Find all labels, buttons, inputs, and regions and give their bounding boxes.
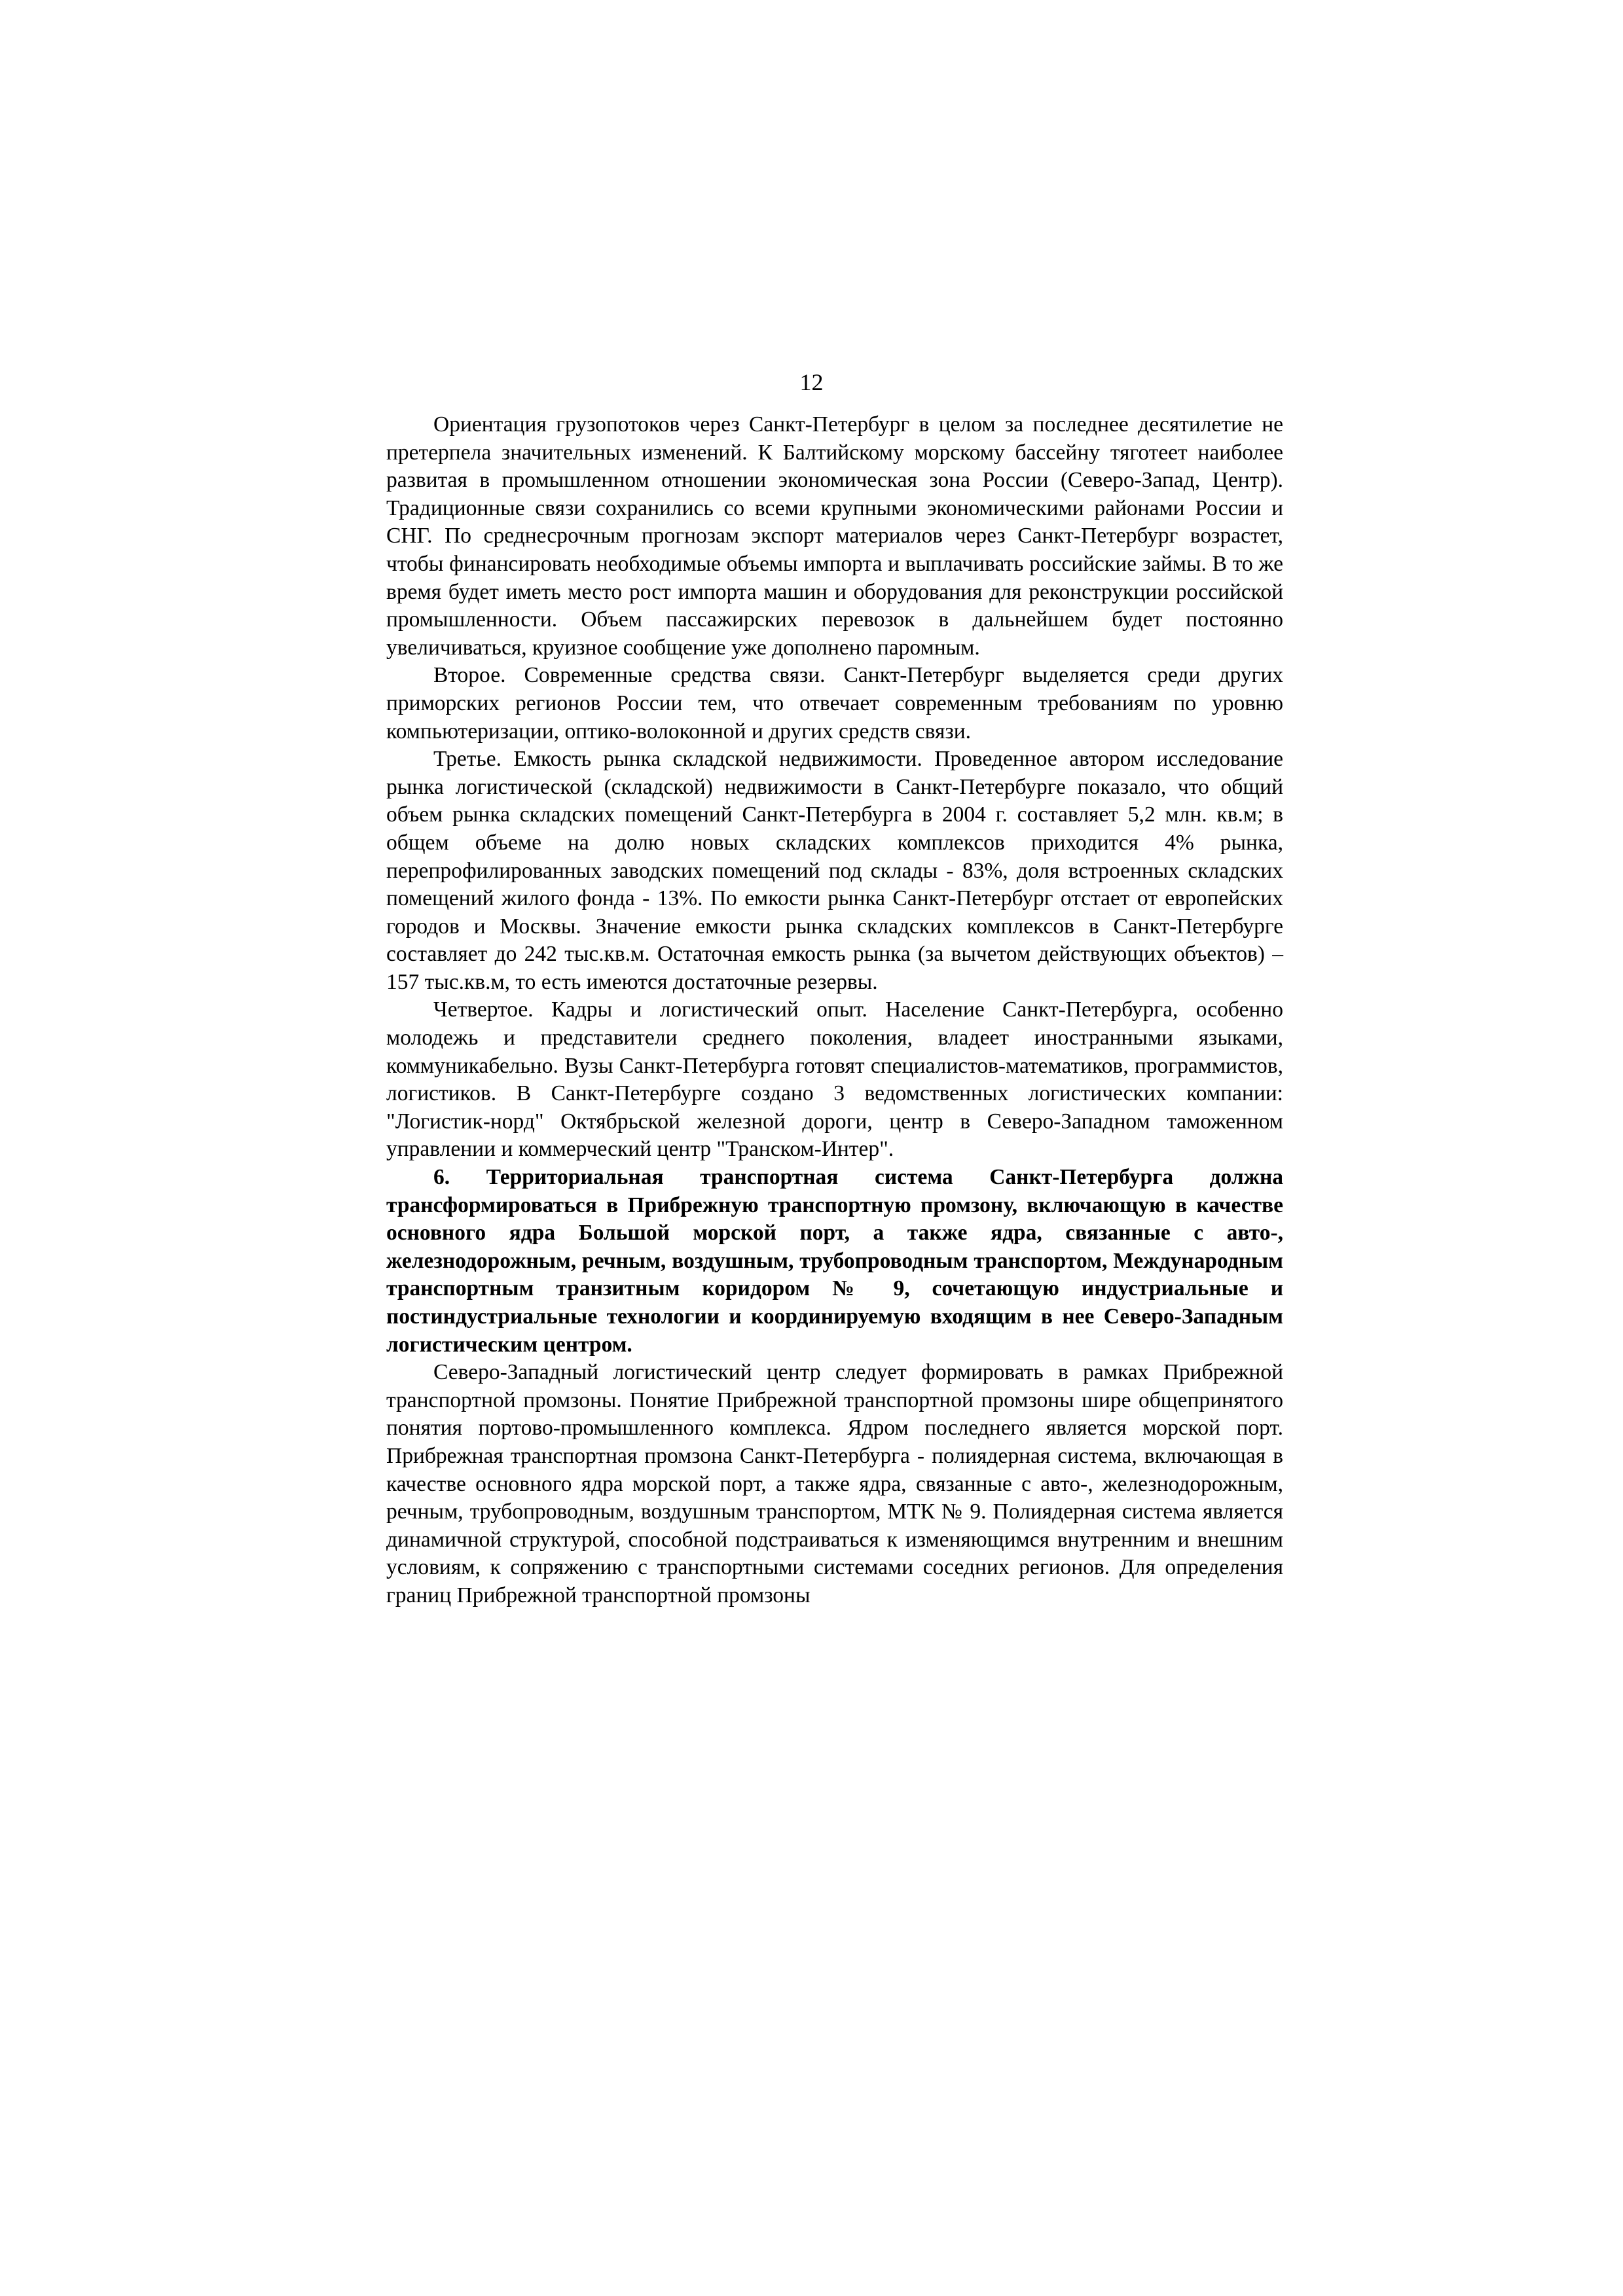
paragraph-communications: Второе. Современные средства связи. Санкт-Петербург выделяется среди других приморских регионов России тем, что отвечает современным требованиям по уровню компьютеризации, оптико-волоконной и других средств связи. — [386, 663, 1283, 744]
paragraph-cargo-flows: Ориентация грузопотоков через Санкт-Петербург в целом за последнее десятилетие не претерпела значительных изменений. К Балтийскому морскому бассейну тяготеет наиболее развитая в промышленном отношении экономическая зона России (Северо-Запад, Центр). Традиционные связи сохранились со всеми крупными экономическими районами России и СНГ. По среднесрочным прогнозам экспорт материалов через Санкт-Петербург возрастет, чтобы финансировать необходимые объемы импорта и выплачивать российские займы. В то же время будет иметь место рост импорта машин и оборудования для реконструкции российской промышленности. Объем пассажирских перевозок в дальнейшем будет постоянно увеличиваться, круизное сообщение уже дополнено паромным. — [386, 412, 1283, 660]
paragraph-thesis-6: 6. Территориальная транспортная система Санкт-Петербурга должна трансформироваться в Прибрежную транспортную промзону, включающую в качестве основного ядра Большой морской порт, а также ядра, связанные с авто-, железнодорожным, речным, воздушным, трубопроводным транспортом, Международным транспортным транзитным коридором № 9, сочетающую индустриальные и постиндустриальные технологии и координируемую входящим в нее Северо-Западным логистическим центром. — [386, 1165, 1283, 1357]
paragraph-logistics-center: Северо-Западный логистический центр следует формировать в рамках Прибрежной транспортной промзоны. Понятие Прибрежной транспортной промзоны шире общепринятого понятия портово-промышленного комплекса. Ядром последнего является морской порт. Прибрежная транспортная промзона Санкт-Петербурга - полиядерная система, включающая в качестве основного ядра морской порт, а также ядра, связанные с авто-, железнодорожным, речным, трубопроводным, воздушным транспортом, МТК № 9. Полиядерная система является динамичной структурой, способной подстраиваться к изменяющимся внутренним и внешним условиям, к сопряжению с транспортными системами соседних регионов. Для определения границ Прибрежной транспортной промзоны — [386, 1360, 1283, 1607]
paragraph-personnel: Четвертое. Кадры и логистический опыт. Население Санкт-Петербурга, особенно молодежь и представители среднего поколения, владеет иностранными языками, коммуникабельно. Вузы Санкт-Петербурга готовят специалистов-математиков, программистов, логистиков. В Санкт-Петербурге создано 3 ведомственных логистических компании: "Логистик-норд" Октябрьской железной дороги, центр в Северо-Западном таможенном управлении и коммерческий центр "Транском-Интер". — [386, 997, 1283, 1162]
body-text — [386, 411, 1283, 1610]
page-number: 12 — [799, 369, 824, 395]
paragraph-warehouse-market: Третье. Емкость рынка складской недвижимости. Проведенное автором исследование рынка логистической (складской) недвижимости в Санкт-Петербурге показало, что общий объем рынка складских помещений Санкт-Петербурга в 2004 г. составляет 5,2 млн. кв.м; в общем объеме на долю новых складских комплексов приходится 4% рынка, перепрофилированных заводских помещений под склады - 83%, доля встроенных складских помещений жилого фонда - 13%. По емкости рынка Санкт-Петербург отстает от европейских городов и Москвы. Значение емкости рынка складских комплексов в Санкт-Петербурге составляет до 242 тыс.кв.м. Остаточная емкость рынка (за вычетом действующих объектов) – 157 тыс.кв.м, то есть имеются достаточные резервы. — [386, 747, 1283, 994]
